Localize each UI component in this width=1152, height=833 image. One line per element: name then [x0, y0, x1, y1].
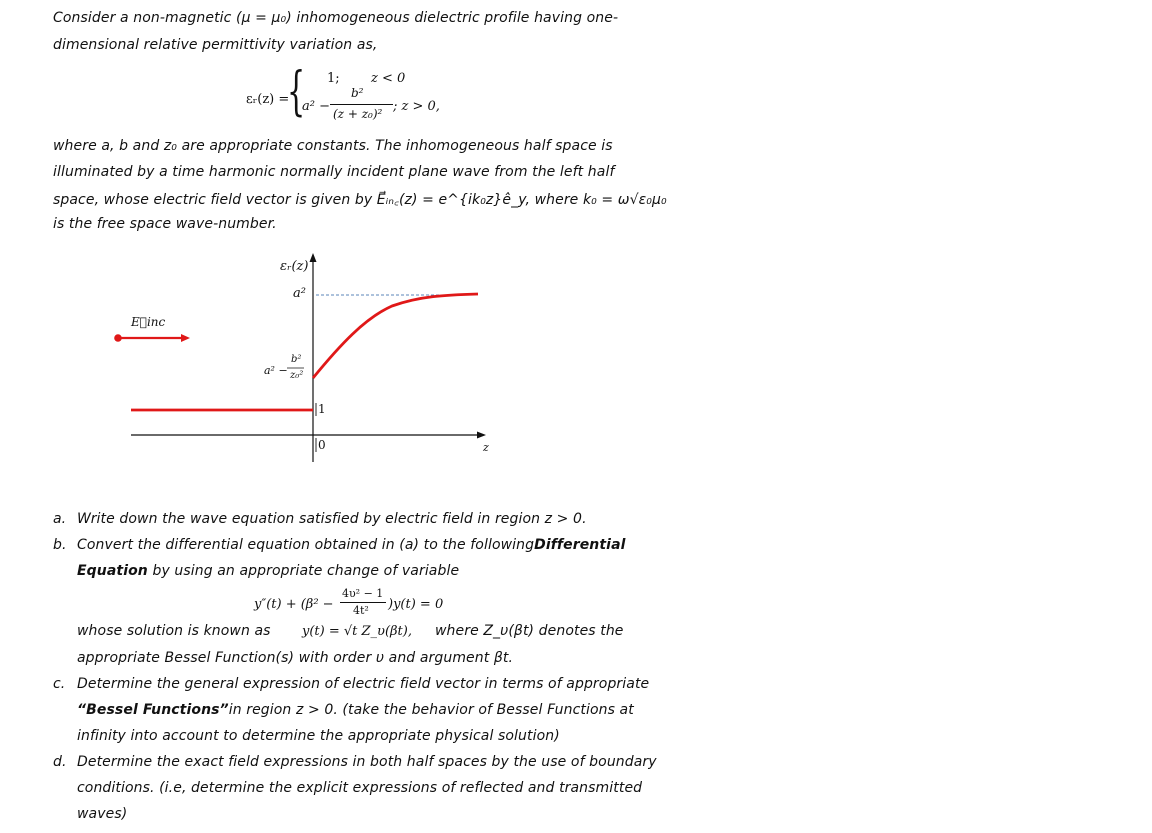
- case1-condition: z < 0: [371, 71, 406, 86]
- para2-line-2: illuminated by a time harmonic normally incident plane wave from the left half: [53, 164, 615, 180]
- para2-line-4: is the free space wave-number.: [53, 216, 277, 232]
- case1-value: 1;: [327, 71, 340, 86]
- label-mid-lead: a² −: [264, 364, 288, 377]
- case2-numerator: b²: [351, 86, 364, 100]
- question-b-line-1-text: Convert the differential equation obtained in (a) to the following: [77, 537, 535, 553]
- x-axis-label: z: [483, 441, 489, 454]
- y-axis-label: εᵣ(z): [280, 259, 309, 274]
- bessel-eq-tail: )y(t) = 0: [388, 597, 444, 612]
- intro-line-1: Consider a non-magnetic (μ = μ₀) inhomogeneous dielectric profile having one-: [53, 10, 619, 26]
- case2-condition: ; z > 0,: [393, 99, 440, 114]
- case2-denominator: (z + z₀)²: [333, 107, 383, 121]
- solution-w2: where Z_υ(βt) denotes the: [435, 623, 624, 639]
- eps-lhs: εᵣ(z) =: [246, 92, 290, 107]
- label-mid-denominator: z₀²: [290, 370, 304, 381]
- question-c-line-2-text: in region z > 0. (take the behavior of Bessel Functions at: [228, 702, 634, 718]
- question-b-line-1: [77, 537, 626, 553]
- question-d-line-1: Determine the exact field expressions in both half spaces by the use of boundary: [77, 754, 657, 770]
- bessel-eq-denominator: 4t²: [353, 604, 369, 617]
- solution-expression: y(t) = √t Z_υ(βt),: [302, 624, 412, 639]
- intro-line-2: dimensional relative permittivity variation as,: [53, 37, 378, 53]
- question-d-line-3: waves): [77, 806, 128, 822]
- incident-label: E⃗inc: [131, 315, 166, 329]
- question-b-marker: b.: [53, 537, 67, 553]
- y-axis-arrowhead: [310, 253, 317, 262]
- para2-line-3: space, whose electric field vector is given by E⃗ᵢₙ꜀(z) = e^{ik₀z}ê_y, where k₀ = ω√ε₀μ₀: [53, 192, 667, 208]
- left-brace: {: [287, 62, 306, 122]
- question-a-marker: a.: [53, 511, 67, 527]
- incident-source-dot: [114, 334, 122, 342]
- para2-line-1: where a, b and z₀ are appropriate constants. The inhomogeneous half space is: [53, 138, 613, 154]
- bessel-eq-numerator: 4υ² − 1: [342, 587, 384, 600]
- incident-arrow-head: [181, 334, 190, 342]
- solution-w1: whose solution is known as: [77, 623, 271, 639]
- question-c-line-2: [77, 702, 634, 718]
- question-b-line-2-text: by using an appropriate change of variable: [152, 563, 460, 579]
- question-c-line-1: Determine the general expression of electric field vector in terms of appropriate: [77, 676, 650, 692]
- label-one: 1: [318, 402, 326, 416]
- profile-curve: [313, 294, 478, 378]
- question-b-line-2-bold: Equation: [77, 563, 148, 579]
- question-a-text: Write down the wave equation satisfied by electric field in region z > 0.: [77, 511, 587, 527]
- question-b-line-1-bold: Differential: [534, 537, 626, 553]
- question-d-line-2: conditions. (i.e, determine the explicit expressions of reflected and transmitted: [77, 780, 643, 796]
- question-c-line-2-bold: “Bessel Functions”: [77, 702, 229, 718]
- question-b-line-last: appropriate Bessel Function(s) with order υ and argument βt.: [77, 650, 514, 666]
- case2-lead: a² −: [302, 99, 330, 114]
- question-c-marker: c.: [53, 676, 66, 692]
- bessel-eq-fraction-bar: [340, 602, 386, 603]
- x-axis-arrowhead: [477, 432, 486, 439]
- label-mid-numerator: b²: [291, 354, 302, 365]
- bessel-eq-lead: y″(t) + (β² −: [254, 597, 334, 612]
- case2-fraction-bar: [330, 104, 393, 105]
- label-a-squared: a²: [293, 286, 306, 301]
- question-b-line-2: [77, 563, 459, 579]
- question-c-line-3: infinity into account to determine the appropriate physical solution): [77, 728, 560, 744]
- question-d-marker: d.: [53, 754, 67, 770]
- label-zero: 0: [318, 438, 326, 452]
